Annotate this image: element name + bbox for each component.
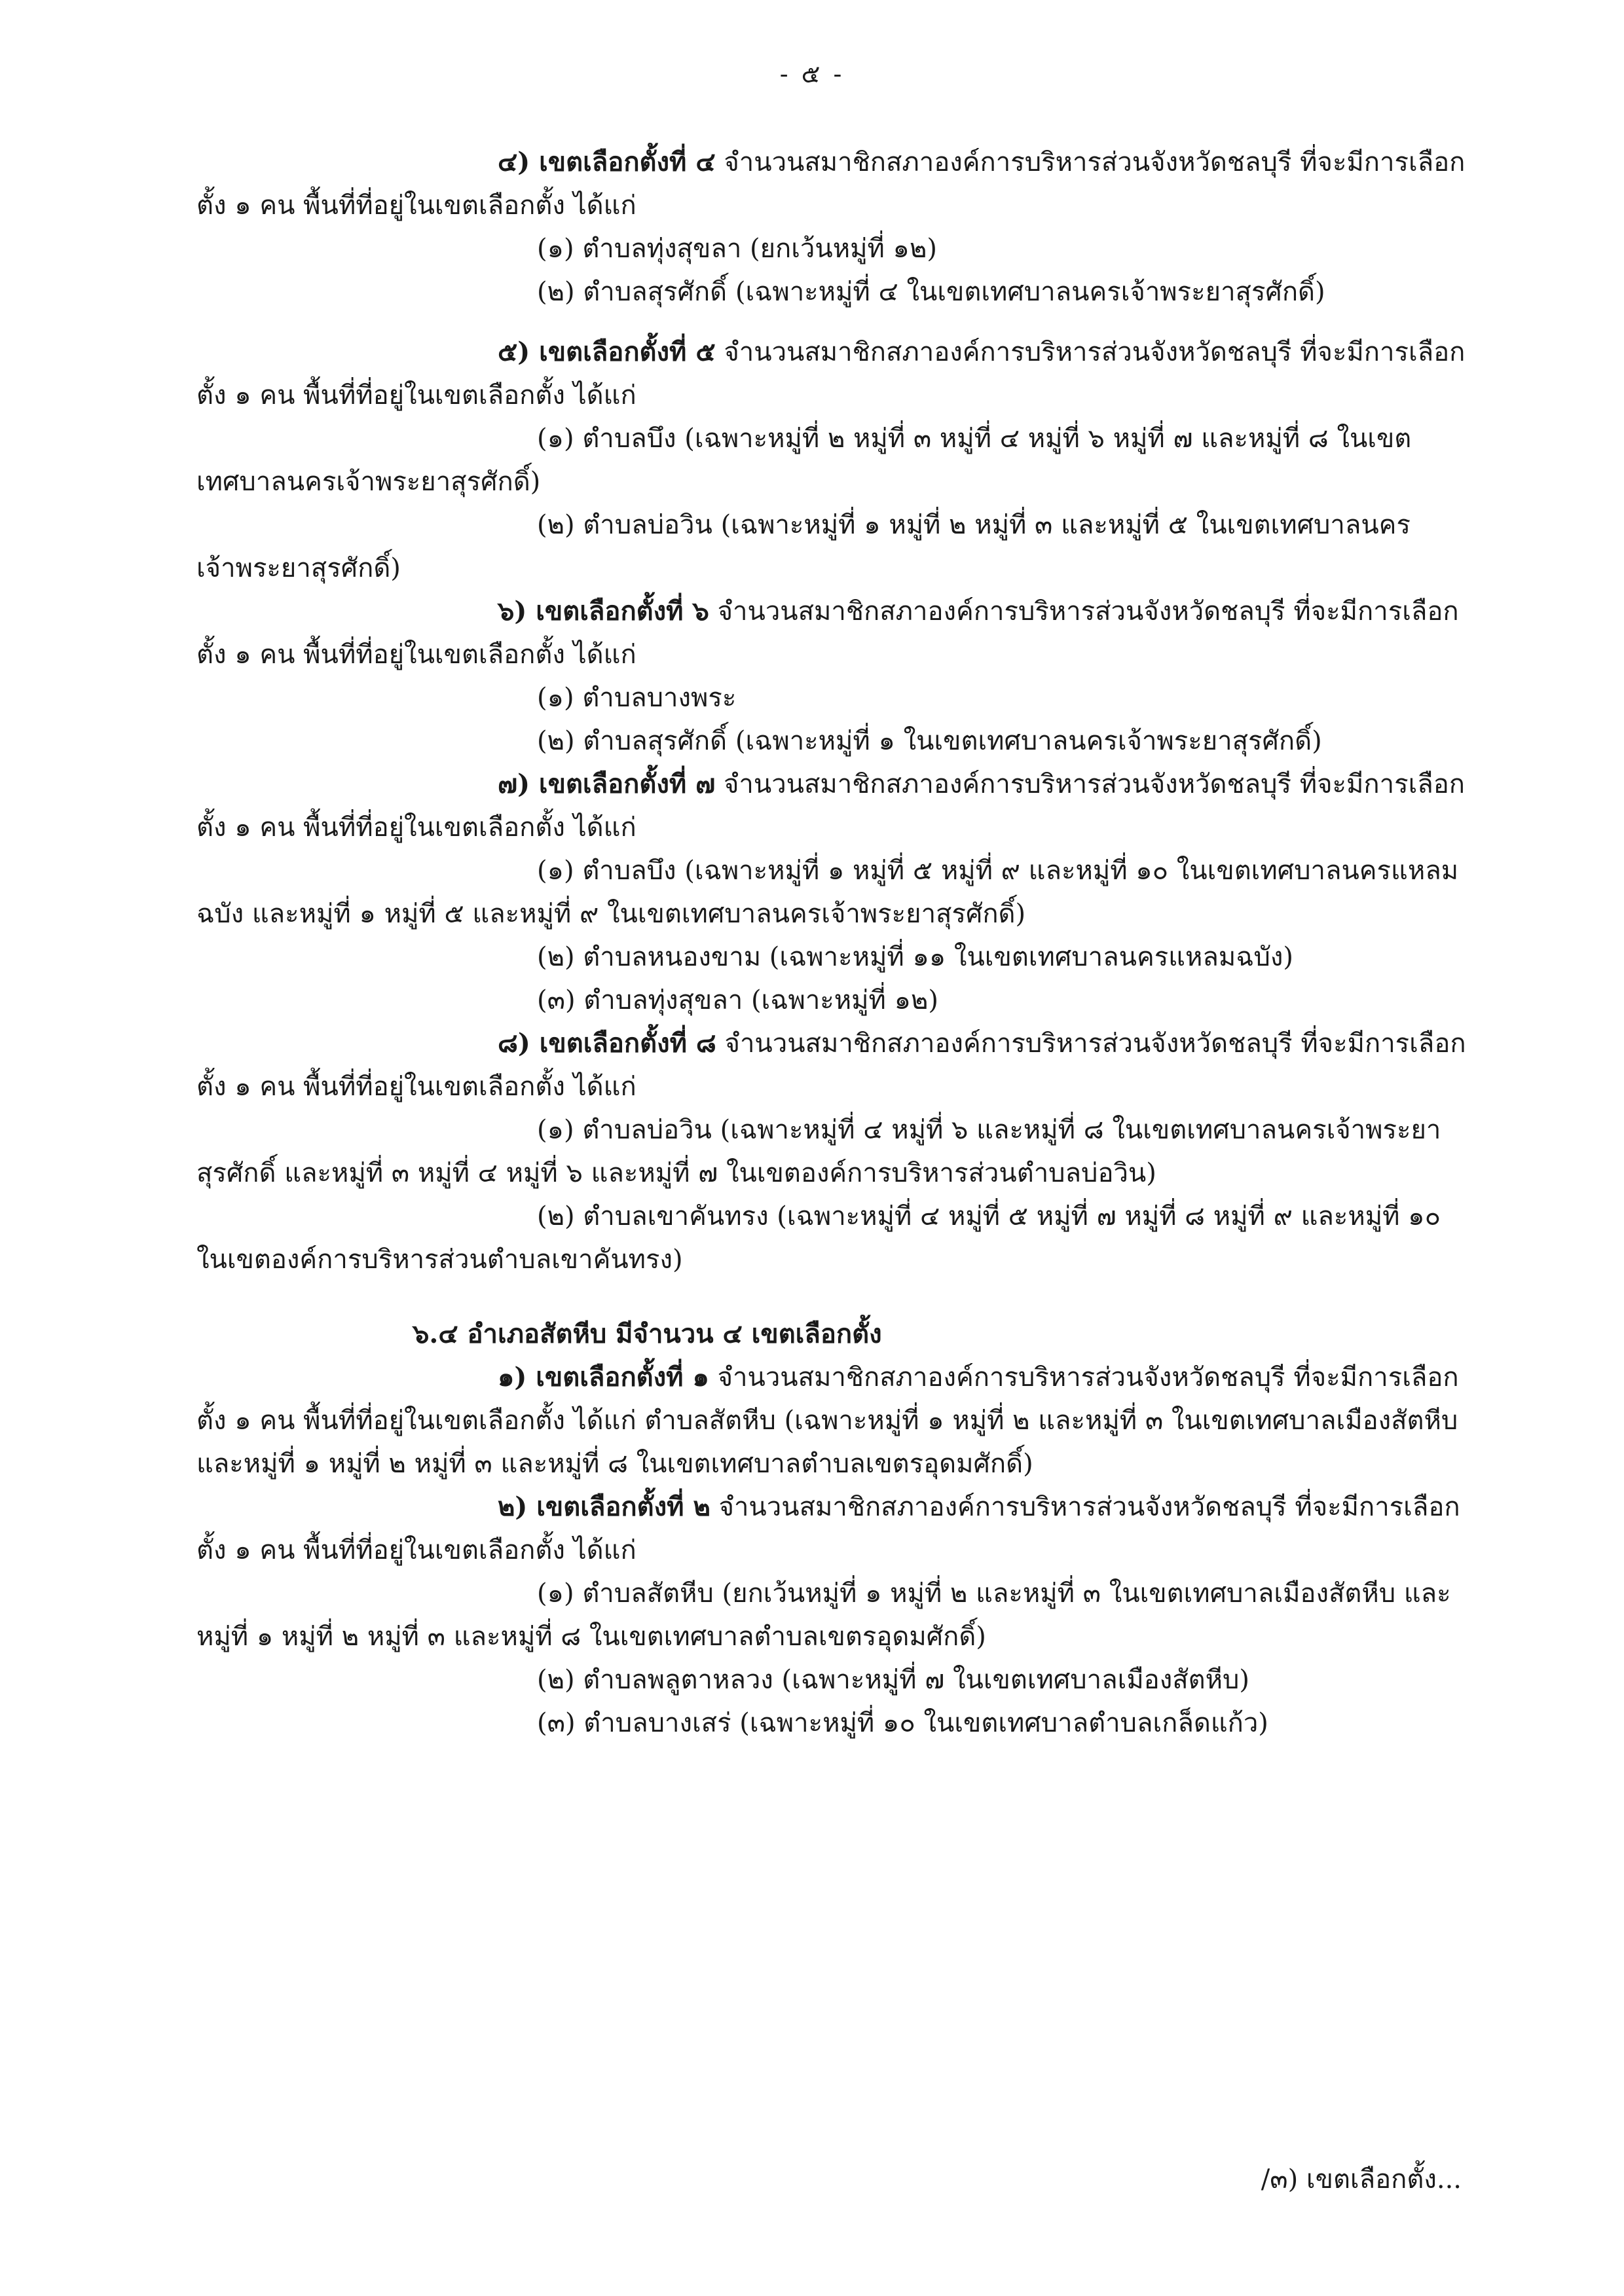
paragraph <box>196 141 1473 227</box>
paragraph-text: (๑) ตำบลทุ่งสุขลา (ยกเว้นหมู่ที่ ๑๒) <box>537 234 937 264</box>
paragraph <box>196 1572 1473 1658</box>
paragraph <box>196 1702 1473 1745</box>
paragraph-text: (๒) ตำบลเขาคันทรง (เฉพาะหมู่ที่ ๔ หมู่ที่ ๕ หมู่ที่ ๗ หมู่ที่ ๘ หมู่ที่ ๙ และหมู่ที่ ๑๐ ในเขตองค์การบริหารส่วนตำบลเขาคันทรง) <box>196 1201 1441 1275</box>
paragraph-text: (๑) ตำบลสัตหีบ (ยกเว้นหมู่ที่ ๑ หมู่ที่ ๒ และหมู่ที่ ๓ ในเขตเทศบาลเมืองสัตหีบ และหมู่ที่ ๑ หมู่ที่ ๒ หมู่ที่ ๓ และหมู่ที่ ๘ ในเขตเทศบาลตำบลเขตรอุดมศักดิ์) <box>196 1578 1451 1652</box>
paragraph-text: จำนวนสมาชิกสภาองค์การบริหารส่วนจังหวัดชลบุรี ที่จะมีการเลือกตั้ง ๑ คน พื้นที่ที่อยู่ในเขตเลือกตั้ง ได้แก่ <box>196 1029 1466 1102</box>
paragraph-text: จำนวนสมาชิกสภาองค์การบริหารส่วนจังหวัดชลบุรี ที่จะมีการเลือกตั้ง ๑ คน พื้นที่ที่อยู่ในเขตเลือกตั้ง ได้แก่ <box>196 147 1466 221</box>
paragraph <box>196 979 1473 1022</box>
paragraph <box>196 1022 1473 1108</box>
paragraph-text: (๒) ตำบลสุรศักดิ์ (เฉพาะหมู่ที่ ๔ ในเขตเทศบาลนครเจ้าพระยาสุรศักดิ์) <box>537 277 1325 307</box>
paragraph-text: (๒) ตำบลบ่อวิน (เฉพาะหมู่ที่ ๑ หมู่ที่ ๒ หมู่ที่ ๓ และหมู่ที่ ๕ ในเขตเทศบาลนครเจ้าพระยาสุรศักดิ์) <box>196 510 1411 583</box>
paragraph-text: (๓) ตำบลบางเสร่ (เฉพาะหมู่ที่ ๑๐ ในเขตเทศบาลตำบลเกล็ดแก้ว) <box>537 1708 1268 1738</box>
paragraph <box>196 676 1473 720</box>
paragraph-heading: ๖) เขตเลือกตั้งที่ ๖ <box>498 596 709 627</box>
continuation-reference: /๓) เขตเลือกตั้ง... <box>1261 2164 1462 2195</box>
paragraph <box>196 590 1473 676</box>
paragraph-text: จำนวนสมาชิกสภาองค์การบริหารส่วนจังหวัดชลบุรี ที่จะมีการเลือกตั้ง ๑ คน พื้นที่ที่อยู่ในเขตเลือกตั้ง ได้แก่ <box>196 337 1466 410</box>
section-heading <box>196 1313 1473 1356</box>
paragraph-text: จำนวนสมาชิกสภาองค์การบริหารส่วนจังหวัดชลบุรี ที่จะมีการเลือกตั้ง ๑ คน พื้นที่ที่อยู่ในเขตเลือกตั้ง ได้แก่ <box>196 1492 1460 1565</box>
paragraph-text: (๑) ตำบลบึง (เฉพาะหมู่ที่ ๑ หมู่ที่ ๕ หมู่ที่ ๙ และหมู่ที่ ๑๐ ในเขตเทศบาลนครแหลมฉบัง และหมู่ที่ ๑ หมู่ที่ ๕ และหมู่ที่ ๙ ในเขตเทศบาลนครเจ้าพระยาสุรศักดิ์) <box>196 856 1459 929</box>
paragraph-heading: ๑) เขตเลือกตั้งที่ ๑ <box>498 1362 709 1393</box>
paragraph <box>196 1485 1473 1572</box>
paragraph-text: (๑) ตำบลบางพระ <box>537 683 737 713</box>
paragraph-heading: ๒) เขตเลือกตั้งที่ ๒ <box>498 1491 710 1522</box>
paragraph <box>196 1108 1473 1195</box>
paragraph-heading: ๗) เขตเลือกตั้งที่ ๗ <box>498 769 716 799</box>
paragraph-heading: ๕) เขตเลือกตั้งที่ ๕ <box>498 337 716 367</box>
paragraph-text: (๑) ตำบลบึง (เฉพาะหมู่ที่ ๒ หมู่ที่ ๓ หมู่ที่ ๔ หมู่ที่ ๖ หมู่ที่ ๗ และหมู่ที่ ๘ ในเขตเทศบาลนครเจ้าพระยาสุรศักดิ์) <box>196 424 1412 497</box>
page-number: - ๕ - <box>779 60 845 88</box>
paragraph-heading: ๔) เขตเลือกตั้งที่ ๔ <box>498 147 716 177</box>
paragraph-text: จำนวนสมาชิกสภาองค์การบริหารส่วนจังหวัดชลบุรี ที่จะมีการเลือกตั้ง ๑ คน พื้นที่ที่อยู่ในเขตเลือกตั้ง ได้แก่ <box>196 596 1459 670</box>
paragraph <box>196 331 1473 417</box>
paragraph <box>196 1195 1473 1281</box>
paragraph <box>196 270 1473 314</box>
paragraph <box>196 720 1473 763</box>
paragraph-text: (๓) ตำบลทุ่งสุขลา (เฉพาะหมู่ที่ ๑๒) <box>537 985 938 1015</box>
document-body <box>196 141 1473 1745</box>
paragraph <box>196 503 1473 590</box>
paragraph-text: (๒) ตำบลพลูตาหลวง (เฉพาะหมู่ที่ ๗ ในเขตเทศบาลเมืองสัตหีบ) <box>537 1665 1249 1695</box>
paragraph <box>196 1658 1473 1702</box>
paragraph <box>196 849 1473 936</box>
paragraph-text: (๒) ตำบลหนองขาม (เฉพาะหมู่ที่ ๑๑ ในเขตเทศบาลนครแหลมฉบัง) <box>537 942 1293 972</box>
paragraph <box>196 417 1473 503</box>
paragraph-text: (๑) ตำบลบ่อวิน (เฉพาะหมู่ที่ ๔ หมู่ที่ ๖ และหมู่ที่ ๘ ในเขตเทศบาลนครเจ้าพระยาสุรศักดิ์ และหมู่ที่ ๓ หมู่ที่ ๔ หมู่ที่ ๖ และหมู่ที่ ๗ ในเขตองค์การบริหารส่วนตำบลบ่อวิน) <box>196 1115 1441 1188</box>
paragraph-text: จำนวนสมาชิกสภาองค์การบริหารส่วนจังหวัดชลบุรี ที่จะมีการเลือกตั้ง ๑ คน พื้นที่ที่อยู่ในเขตเลือกตั้ง ได้แก่ <box>196 769 1465 843</box>
paragraph <box>196 763 1473 849</box>
paragraph-text: จำนวนสมาชิกสภาองค์การบริหารส่วนจังหวัดชลบุรี ที่จะมีการเลือกตั้ง ๑ คน พื้นที่ที่อยู่ในเขตเลือกตั้ง ได้แก่ ตำบลสัตหีบ (เฉพาะหมู่ที่ ๑ หมู่ที่ ๒ และหมู่ที่ ๓ ในเขตเทศบาลเมืองสัตหีบ และหมู่ที่ ๑ หมู่ที่ ๒ หมู่ที่ ๓ และหมู่ที่ ๘ ในเขตเทศบาลตำบลเขตรอุดมศักดิ์) <box>196 1362 1459 1479</box>
paragraph <box>196 1356 1473 1485</box>
paragraph-heading: ๘) เขตเลือกตั้งที่ ๘ <box>498 1028 716 1059</box>
paragraph <box>196 227 1473 270</box>
paragraph-text: (๒) ตำบลสุรศักดิ์ (เฉพาะหมู่ที่ ๑ ในเขตเทศบาลนครเจ้าพระยาสุรศักดิ์) <box>537 726 1322 756</box>
section-heading-text: ๖.๔ อำเภอสัตหีบ มีจำนวน ๔ เขตเลือกตั้ง <box>413 1319 882 1349</box>
paragraph <box>196 936 1473 979</box>
